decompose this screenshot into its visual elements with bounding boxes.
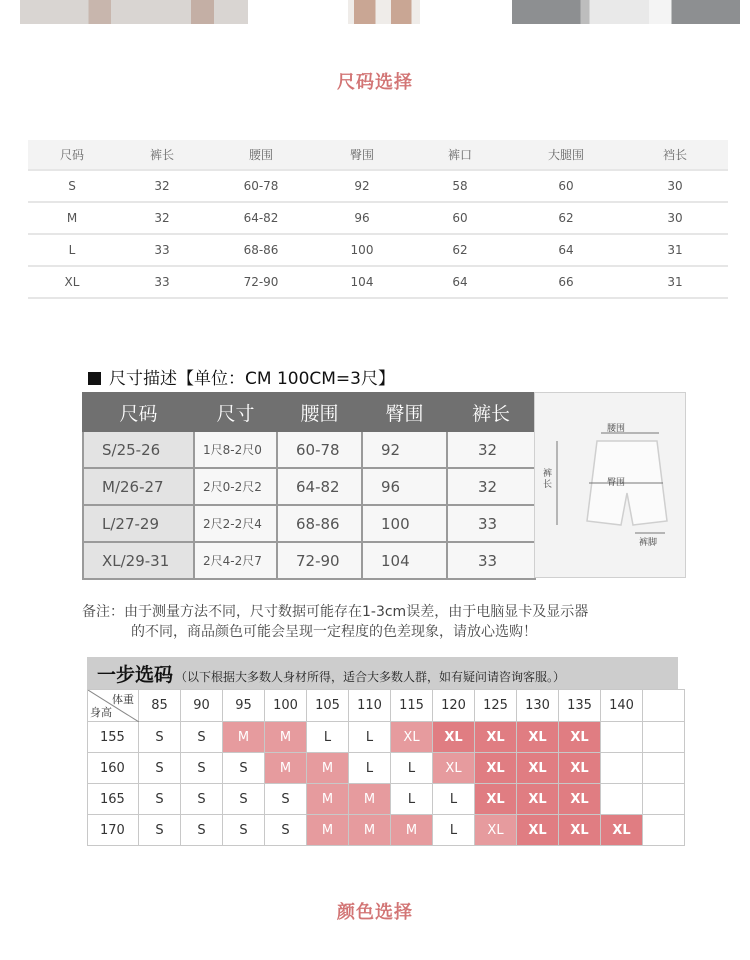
size-table-cell: 60	[410, 202, 510, 234]
size-table-cell: XL	[28, 266, 116, 298]
dimension-title	[88, 364, 395, 389]
color-section-title: 颜色选择	[337, 902, 413, 923]
picker-size-cell: XL	[559, 784, 601, 815]
product-photo-right	[512, 0, 740, 24]
size-table-header-cell: 裤口	[410, 140, 510, 170]
picker-size-cell: XL	[391, 722, 433, 753]
picker-title: 一步选码	[97, 664, 174, 686]
note-line: 的不同，商品颜色可能会呈现一定程度的色差现象，请放心选购！	[131, 624, 537, 640]
picker-height-cell: 155	[88, 722, 139, 753]
picker-size-cell: S	[181, 753, 223, 784]
dimension-table-header	[83, 393, 535, 431]
picker-size-cell: M	[349, 815, 391, 846]
picker-size-cell: XL	[559, 722, 601, 753]
dimension-cell: 2尺0-2尺2	[194, 468, 277, 505]
product-photo-middle	[348, 0, 420, 24]
size-table-cell: 100	[314, 234, 410, 266]
picker-size-cell: M	[265, 722, 307, 753]
size-table-cell: 58	[410, 170, 510, 202]
dimension-cell: 32	[447, 468, 535, 505]
picker-size-cell: S	[223, 784, 265, 815]
picker-weight-cell: 85	[139, 690, 181, 722]
picker-size-cell: M	[307, 753, 349, 784]
picker-weight-cell: 140	[601, 690, 643, 722]
picker-size-cell: XL	[559, 815, 601, 846]
picker-size-cell: L	[433, 815, 475, 846]
picker-weight-cell: 105	[307, 690, 349, 722]
dimension-cell: 33	[447, 505, 535, 542]
dimension-cell: 60-78	[277, 431, 362, 468]
size-table-cell: 68-86	[208, 234, 314, 266]
picker-size-cell: XL	[433, 753, 475, 784]
size-table-cell: S	[28, 170, 116, 202]
size-table-header-cell: 臀围	[314, 140, 410, 170]
picker-row	[88, 784, 685, 815]
picker-size-cell: M	[265, 753, 307, 784]
picker-size-cell: S	[139, 753, 181, 784]
note-line: 备注：由于测量方法不同，尺寸数据可能存在1-3cm误差，由于电脑显卡及显示器	[82, 604, 589, 620]
picker-size-cell	[643, 722, 685, 753]
dimension-cell: 1尺8-2尺0	[194, 431, 277, 468]
picker-size-cell: XL	[517, 784, 559, 815]
size-table-cell: 62	[510, 202, 622, 234]
picker-size-cell: M	[223, 722, 265, 753]
picker-weight-cell: 90	[181, 690, 223, 722]
size-table-cell: 64-82	[208, 202, 314, 234]
dimension-table-row	[83, 505, 535, 542]
picker-height-cell: 170	[88, 815, 139, 846]
dimension-cell: 72-90	[277, 542, 362, 579]
size-table-cell: 60-78	[208, 170, 314, 202]
dimension-table	[82, 392, 536, 580]
size-table-cell: 30	[622, 202, 728, 234]
size-table-row	[28, 170, 728, 202]
picker-height-cell: 160	[88, 753, 139, 784]
size-table-cell: 32	[116, 170, 208, 202]
size-table-header-cell: 大腿围	[510, 140, 622, 170]
dimension-title-text: 尺寸描述【单位：CM 100CM=3尺】	[109, 369, 395, 389]
picker-weight-cell: 125	[475, 690, 517, 722]
size-table-cell: M	[28, 202, 116, 234]
dimension-header-cell: 腰围	[277, 393, 362, 431]
picker-size-cell: M	[307, 815, 349, 846]
dimension-cell: 33	[447, 542, 535, 579]
dimension-cell: L/27-29	[83, 505, 194, 542]
picker-size-cell: M	[391, 815, 433, 846]
size-table-cell: 30	[622, 170, 728, 202]
dimension-cell: 104	[362, 542, 447, 579]
dimension-cell: 32	[447, 431, 535, 468]
picker-size-cell: XL	[559, 753, 601, 784]
size-table-cell: 33	[116, 234, 208, 266]
dimension-cell: M/26-27	[83, 468, 194, 505]
picker-subtitle: （以下根据大多数人身材所得，适合大多数人群，如有疑问请咨询客服。）	[175, 670, 566, 684]
picker-height-cell: 165	[88, 784, 139, 815]
picker-weight-cell: 135	[559, 690, 601, 722]
size-table-header-cell: 尺码	[28, 140, 116, 170]
picker-size-cell: S	[181, 784, 223, 815]
size-table-header	[28, 140, 728, 170]
shorts-diagram	[534, 392, 686, 578]
picker-size-cell: S	[139, 784, 181, 815]
size-table-cell: 64	[410, 266, 510, 298]
dimension-cell: 92	[362, 431, 447, 468]
product-photo-left	[20, 0, 248, 24]
size-table	[28, 140, 728, 299]
picker-weight-cell: 120	[433, 690, 475, 722]
picker-size-cell: S	[139, 722, 181, 753]
picker-size-cell: XL	[475, 753, 517, 784]
size-table-cell: 31	[622, 234, 728, 266]
size-table-row	[28, 234, 728, 266]
picker-size-cell: XL	[475, 784, 517, 815]
dimension-cell: XL/29-31	[83, 542, 194, 579]
square-bullet-icon	[88, 372, 101, 385]
size-table-cell: 92	[314, 170, 410, 202]
weight-axis-label: 体重	[112, 693, 134, 706]
height-axis-label: 身高	[90, 706, 112, 719]
picker-weight-cell: 115	[391, 690, 433, 722]
size-table-cell: L	[28, 234, 116, 266]
dimension-table-row	[83, 542, 535, 579]
picker-size-cell	[601, 784, 643, 815]
size-table-cell: 66	[510, 266, 622, 298]
picker-size-cell	[643, 815, 685, 846]
waist-label: 腰围	[607, 424, 626, 434]
picker-size-cell: M	[349, 784, 391, 815]
size-table-header-cell: 裆长	[622, 140, 728, 170]
picker-weight-cell: 95	[223, 690, 265, 722]
hem-label: 裤脚	[639, 538, 658, 548]
picker-size-cell: L	[433, 784, 475, 815]
picker-size-cell: S	[139, 815, 181, 846]
length-label: 裤长	[543, 469, 553, 490]
hip-label: 臀围	[607, 478, 626, 488]
picker-size-cell	[643, 753, 685, 784]
dimension-cell: 100	[362, 505, 447, 542]
dimension-cell: 2尺4-2尺7	[194, 542, 277, 579]
dimension-header-cell: 裤长	[447, 393, 535, 431]
size-table-header-cell: 裤长	[116, 140, 208, 170]
picker-size-cell: M	[307, 784, 349, 815]
dimension-header-cell: 尺码	[83, 393, 194, 431]
picker-size-cell: S	[265, 784, 307, 815]
picker-size-cell: S	[181, 815, 223, 846]
picker-size-cell: XL	[517, 815, 559, 846]
picker-weight-cell	[643, 690, 685, 722]
size-table-cell: 72-90	[208, 266, 314, 298]
size-section-title: 尺码选择	[337, 72, 413, 93]
dimension-cell: 96	[362, 468, 447, 505]
picker-size-cell: L	[349, 753, 391, 784]
picker-size-cell: L	[307, 722, 349, 753]
size-picker-grid	[87, 689, 685, 846]
size-table-cell: 64	[510, 234, 622, 266]
picker-size-cell: S	[223, 815, 265, 846]
picker-size-cell	[643, 784, 685, 815]
picker-row	[88, 722, 685, 753]
disclaimer-note	[82, 602, 692, 642]
picker-size-cell: L	[349, 722, 391, 753]
dimension-header-cell: 臀围	[362, 393, 447, 431]
size-table-cell: 104	[314, 266, 410, 298]
size-table-row	[28, 202, 728, 234]
dimension-cell: 68-86	[277, 505, 362, 542]
picker-weight-cell: 110	[349, 690, 391, 722]
size-table-cell: 96	[314, 202, 410, 234]
picker-size-cell: S	[223, 753, 265, 784]
picker-size-cell: L	[391, 753, 433, 784]
picker-size-cell: L	[391, 784, 433, 815]
picker-row	[88, 753, 685, 784]
picker-weight-cell: 100	[265, 690, 307, 722]
picker-size-cell: S	[181, 722, 223, 753]
picker-size-cell: XL	[433, 722, 475, 753]
dimension-table-row	[83, 468, 535, 505]
dimension-cell: 2尺2-2尺4	[194, 505, 277, 542]
picker-weight-cell: 130	[517, 690, 559, 722]
dimension-cell: 64-82	[277, 468, 362, 505]
picker-size-cell: S	[265, 815, 307, 846]
picker-size-cell: XL	[517, 722, 559, 753]
dimension-cell: S/25-26	[83, 431, 194, 468]
size-table-row	[28, 266, 728, 298]
dimension-header-cell: 尺寸	[194, 393, 277, 431]
picker-corner	[88, 690, 139, 722]
size-table-cell: 33	[116, 266, 208, 298]
size-picker-title	[87, 657, 678, 689]
picker-size-cell	[601, 753, 643, 784]
size-table-cell: 62	[410, 234, 510, 266]
size-table-cell: 60	[510, 170, 622, 202]
picker-size-cell: XL	[601, 815, 643, 846]
picker-size-cell	[601, 722, 643, 753]
picker-row	[88, 815, 685, 846]
dimension-table-row	[83, 431, 535, 468]
picker-weight-row	[88, 690, 685, 722]
size-table-header-cell: 腰围	[208, 140, 314, 170]
size-table-cell: 32	[116, 202, 208, 234]
picker-size-cell: XL	[475, 722, 517, 753]
picker-size-cell: XL	[475, 815, 517, 846]
size-table-cell: 31	[622, 266, 728, 298]
picker-size-cell: XL	[517, 753, 559, 784]
